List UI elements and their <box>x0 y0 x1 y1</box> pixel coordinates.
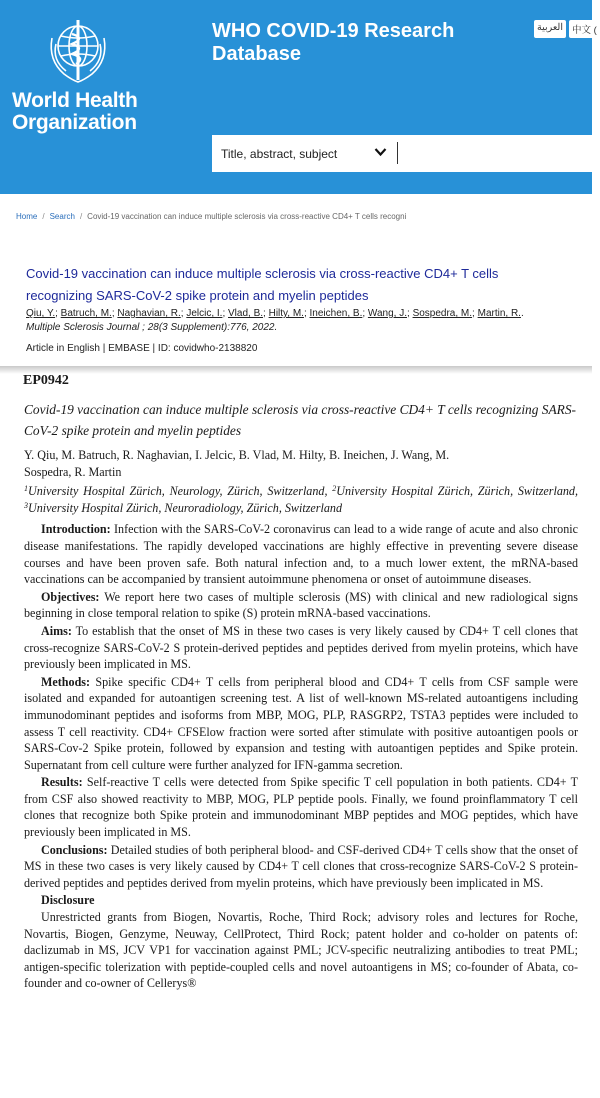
abstract-scan <box>24 372 578 992</box>
abstract-objectives: Objectives: We report here two cases of multiple sclerosis (MS) with clinical and new radiological signs beginning in close temporal relation to spike (S) protein mRNA-based vaccinations. <box>24 589 578 621</box>
site-title-line2: Database <box>212 43 301 65</box>
breadcrumb-search-link[interactable]: Search <box>49 212 75 221</box>
org-name-line2: Organization <box>12 111 137 134</box>
breadcrumb-home-link[interactable]: Home <box>16 212 38 221</box>
author-link[interactable]: Hilty, M. <box>268 308 304 319</box>
author-link[interactable]: Wang, J. <box>367 308 407 319</box>
search-bar <box>212 135 592 172</box>
article-title-line1: Covid-19 vaccination can induce multiple sclerosis via cross-reactive CD4+ T cells <box>26 266 499 281</box>
site-title-line1: WHO COVID-19 Research <box>212 20 455 42</box>
org-name-line1: World Health <box>12 89 138 112</box>
abstract-affiliations: $^1$University Hospital Zürich, Neurology, Zürich, Switzerland, $^2$University Hospital Zürich, Zürich, Switzerland, $^3$University Hospital Zürich, Neuroradiology, Zürich, Switzerland <box>24 484 579 515</box>
disclosure-text: Unrestricted grants from Biogen, Novartis, Roche, Third Rock; advisory roles and lectures for Roche, Novartis, Biogen, Genzyme, Neuway, CellProtect, Third Rock; patent holder and co-holder on patents of: daclizumab in MS, JCV VP1 for vaccination against PML; JCV-specific neutralizing antibodies to treat PML; antigen-specific tolerization with peptide-coupled cells and novel autoantigens in MS; co-founder of Abata, co-founder and co-owner of Cellerys® <box>24 910 578 991</box>
article-card <box>6 240 592 368</box>
author-link[interactable]: Naghavian, R. <box>117 308 181 319</box>
journal-citation: Multiple Sclerosis Journal ; 28(3 Supplement):776, 2022. <box>26 322 278 333</box>
abstract-conclusions: Conclusions: Detailed studies of both peripheral blood- and CSF-derived CD4+ T cells show that the onset of MS in these two cases is very likely caused by CD4+ T cell clones that cross-recognize SARS-CoV-2 S protein-derived peptides and peptides derived from myelin proteins, which have previously been implicated in MS. <box>24 842 578 890</box>
author-link[interactable]: Sospedra, M. <box>412 308 473 319</box>
abstract-methods: Methods: Spike specific CD4+ T cells from peripheral blood and CD4+ T cells from CSF sample were isolated and expanded for autoantigen screening test. A list of well-known MS-related autoantigens including immunodominant peptides and isoforms from MBP, MOG, PLP, RASGRP2, TSTA3 peptides were included to assess T cell reactivity. CD4+ CFSElow fraction were sorted after stimulate with positive autoantigen pools or SARS-Cov-2 Spike protein, followed by expansion and testing with autoantigen peptides and Spike protein. Supernatant from cell culture were further analyzed for IFN-gamma secretion. <box>24 674 578 772</box>
abstract-title: Covid-19 vaccination can induce multiple sclerosis via cross-reactive CD4+ T cells recognizing SARS-CoV-2 spike protein and myelin peptides <box>24 402 576 438</box>
author-link[interactable]: Martin, R. <box>477 308 521 319</box>
site-title[interactable] <box>212 20 454 66</box>
abstract-authors: Y. Qiu, M. Batruch, R. Naghavian, I. Jelcic, B. Vlad, M. Hilty, B. Ineichen, J. Wang, M. Sospedra, R. Martin <box>24 448 450 479</box>
abstract-code: EP0942 <box>23 373 69 388</box>
search-input-caret <box>397 142 398 164</box>
site-header <box>0 0 597 194</box>
breadcrumb-current: Covid-19 vaccination can induce multiple sclerosis via cross-reactive CD4+ T cells recogni <box>87 212 407 221</box>
lang-arabic-button[interactable]: العربية <box>534 20 566 38</box>
disclosure-heading: Disclosure <box>41 893 95 908</box>
abstract-aims: Aims: To establish that the onset of MS in these two cases is very likely caused by CD4+ T cell clones that cross-recognize SARS-CoV-2 S protein-derived peptides and peptides derived from myelin proteins, which have previously been implicated in MS. <box>24 623 578 672</box>
search-field-select[interactable]: Title, abstract, subject <box>221 146 338 161</box>
author-link[interactable]: Qiu, Y. <box>26 308 56 319</box>
article-meta: Article in English | EMBASE | ID: covidwho-2138820 <box>26 343 258 354</box>
article-title <box>26 263 566 307</box>
breadcrumb: Home / Search / Covid-19 vaccination can induce multiple sclerosis via cross-reactive CD4+ T cells recogni <box>16 212 407 221</box>
author-link[interactable]: Batruch, M. <box>60 308 112 319</box>
author-link[interactable]: Ineichen, B. <box>309 308 363 319</box>
article-title-line2: recognizing SARS-CoV-2 spike protein and myelin peptides <box>26 288 369 303</box>
author-link[interactable]: Vlad, B. <box>228 308 264 319</box>
who-logo[interactable] <box>12 16 142 134</box>
lang-chinese-button[interactable]: 中文 ( <box>569 20 600 38</box>
abstract-introduction: Introduction: Infection with the SARS-CoV-2 coronavirus can lead to a wide range of acute and also chronic disease manifestations. The rapidly developed vaccinations are highly effective in preventing severe disease courses and have been proven safe. Both natural infection and, to a much lower extent, the mRNA-based vaccinations can be accompanied by transient autoimmune phenomena or onset of autoimmune diseases. <box>24 522 578 587</box>
author-list: Qiu, Y.; Batruch, M.; Naghavian, R.; Jelcic, I.; Vlad, B.; Hilty, M.; Ineichen, B.; Wang, J.; Sospedra, M.; Martin, R.. <box>26 308 524 319</box>
abstract-results: Results: Self-reactive T cells were detected from Spike specific T cell population in both patients. CD4+ T from CSF also showed reactivity to MBP, MOG, PLP peptide pools. Finally, we found proinflammatory T cell clones that recognize both Spike protein and immunodominant MBP peptides and MOG peptides, which have previously been implicated in MS. <box>24 775 578 840</box>
language-switcher <box>534 20 600 38</box>
chevron-down-icon[interactable] <box>374 147 387 157</box>
who-emblem-icon <box>42 16 114 86</box>
author-link[interactable]: Jelcic, I. <box>186 308 223 319</box>
